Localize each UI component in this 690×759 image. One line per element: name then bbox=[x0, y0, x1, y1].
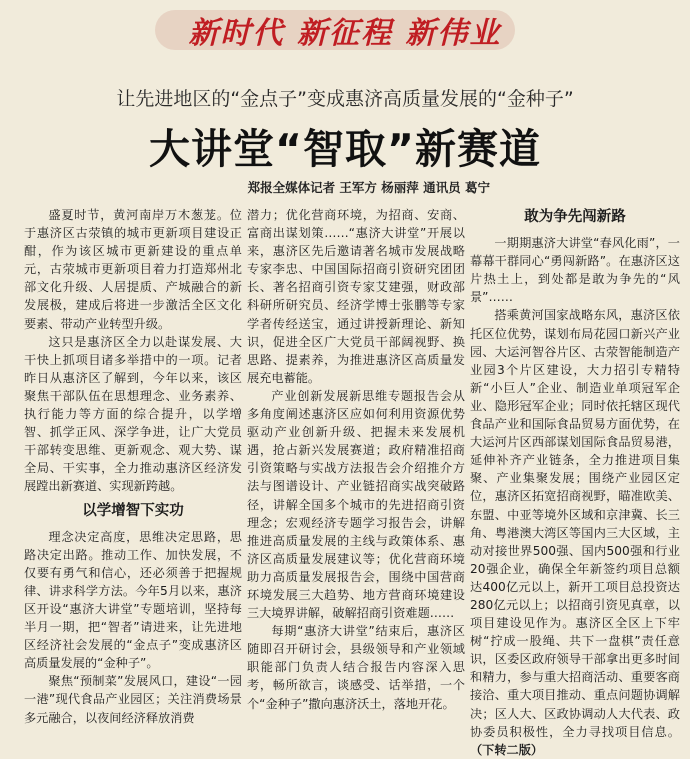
paragraph: 每期“惠济大讲堂”结束后，惠济区随即召开研讨会，县级领导和产业领域职能部门负责人结合报告内容深入思考，畅所欲言，谈感受、话举措，一个个“金种子”撒向惠济沃土，落地开花。 bbox=[247, 624, 465, 711]
paragraph-text: 搭乘黄河国家战略东风，惠济区依托区位优势，谋划布局花园口新兴产业园、大运河智谷片区、古荥智能制造产业园3个片区建设，大力招引专精特新“小巨人”企业、制造业单项冠军企业、隐形冠军企业；同时依托辖区现代食品产业和国际食品贸易方面优势，在大运河片区西部谋划国际食品贸易港，延伸补齐产业链条，全力推进项目集聚、产业集聚发展；围绕产业园区定位，惠济区拓宽招商视野，瞄准欧美、东盟、中亚等境外区域和京津冀、长三角、粤港澳大湾区等国内三大区域，主动对接世界500强、国内500强和行业20强企业，确保全年新签约项目总额达400亿元以上，新开工项目总投资达280亿元以上；以招商引资见真章，以项目建设见作为。惠济区全区上下牢树“拧成一股绳、共下一盘棋”责任意识，区委区政府领导干部拿出更多时间和精力，参与重大招商活动、重要客商接洽、重大项目推动、重点问题协调解决；区人大、区政协调动人大代表、政协委员积极性，全力寻找项目信息。 bbox=[470, 308, 680, 739]
banner-slogan: 新时代 新征程 新伟业 bbox=[188, 16, 502, 51]
section-heading: 敢为争先闯新路 bbox=[524, 209, 626, 225]
paragraph: 潜力；优化营商环境，为招商、安商、富商出谋划策……“惠济大讲堂”开展以来，惠济区先后邀请著名城市发展战略专家李忠、中国国际招商引资研究团团长、著名招商引资专家艾建强，财政部科研所研究员、经济学博士张鹏等专家学者传经送宝，通过讲授新理论、新知识，促进全区广大党员干部阔视野、换思路、提素养，为推进惠济区高质量发展充电蓄能。 bbox=[247, 208, 465, 385]
paragraph: 产业创新发展新思维专题报告会从多角度阐述惠济区应如何利用资源优势驱动产业创新升级、把握未来发展机遇，抢占新兴发展赛道；政府精准招商引资策略与实战方法报告会介绍推介方法与图谱设计、产业链招商实战突破路径，讲解全国多个城市的先进招商引资理念；宏观经济专题学习报告会，讲解推进高质量发展的主线与政策体系、惠济区高质量发展建议等；优化营商环境助力高质量发展报告会，围绕中国营商环境发展三大趋势、地方营商环境建设三大境界讲解，破解招商引资难题…… bbox=[247, 388, 465, 621]
article-column-2 bbox=[247, 206, 465, 713]
paragraph: 理念决定高度，思维决定思路，思路决定出路。推动工作、加快发展，不仅要有勇气和信心，还必须善于把握规律、讲求科学方法。今年5月以来，惠济区开设“惠济大讲堂”专题培训，坚持每半月一期，把“智者”请进来，让先进地区经济社会发展的“金点子”变成惠济区高质量发展的“金种子”。 bbox=[24, 529, 242, 671]
article-byline: 郑报全媒体记者 王军方 杨丽萍 通讯员 葛宁 bbox=[247, 180, 490, 195]
article-column-3 bbox=[470, 206, 680, 759]
banner bbox=[0, 0, 690, 62]
article-subtitle: 让先进地区的“金点子”变成惠济高质量发展的“金种子” bbox=[116, 88, 574, 110]
section-heading: 以学增智下实功 bbox=[82, 502, 184, 519]
continued-note: （下转二版） bbox=[470, 742, 544, 757]
paragraph: 聚焦“预制菜”发展风口，建设“一园一港”现代食品产业园区；关注消费场景多元融合，以夜间经济释放消费 bbox=[24, 674, 242, 725]
paragraph: 一期期惠济大讲堂“春风化雨”，一幕幕干群同心“勇闯新路”。在惠济区这片热土上，到处都是敢为争先的“风景”…… bbox=[470, 236, 680, 305]
paragraph: 盛夏时节，黄河南岸万木葱茏。位于惠济区古荥镇的城市更新项目建设正酣，作为该区城市更新建设的重点单元，古荥城市更新项目着力打造郑州北部文化升级、人居提质、产城融合的新发展极，建成后将进一步激活全区文化要素、带动产业转型升级。 bbox=[24, 208, 242, 331]
paragraph: 这只是惠济区全力以赴谋发展、大干快上抓项目诸多举措中的一项。记者昨日从惠济区了解到，今年以来，该区聚焦干部队伍在思想理念、业务素养、执行能力等方面的综合提升，以学增智、抓学正风、深学争进，让广大党员干部转变思维、更新观念、观大势、谋全局、干实事，全力推动惠济区经济发展蹚出新赛道、实现新跨越。 bbox=[24, 334, 242, 494]
article-title: 大讲堂“智取”新赛道 bbox=[149, 125, 541, 173]
paragraph bbox=[470, 306, 680, 758]
article-column-1 bbox=[24, 206, 242, 727]
